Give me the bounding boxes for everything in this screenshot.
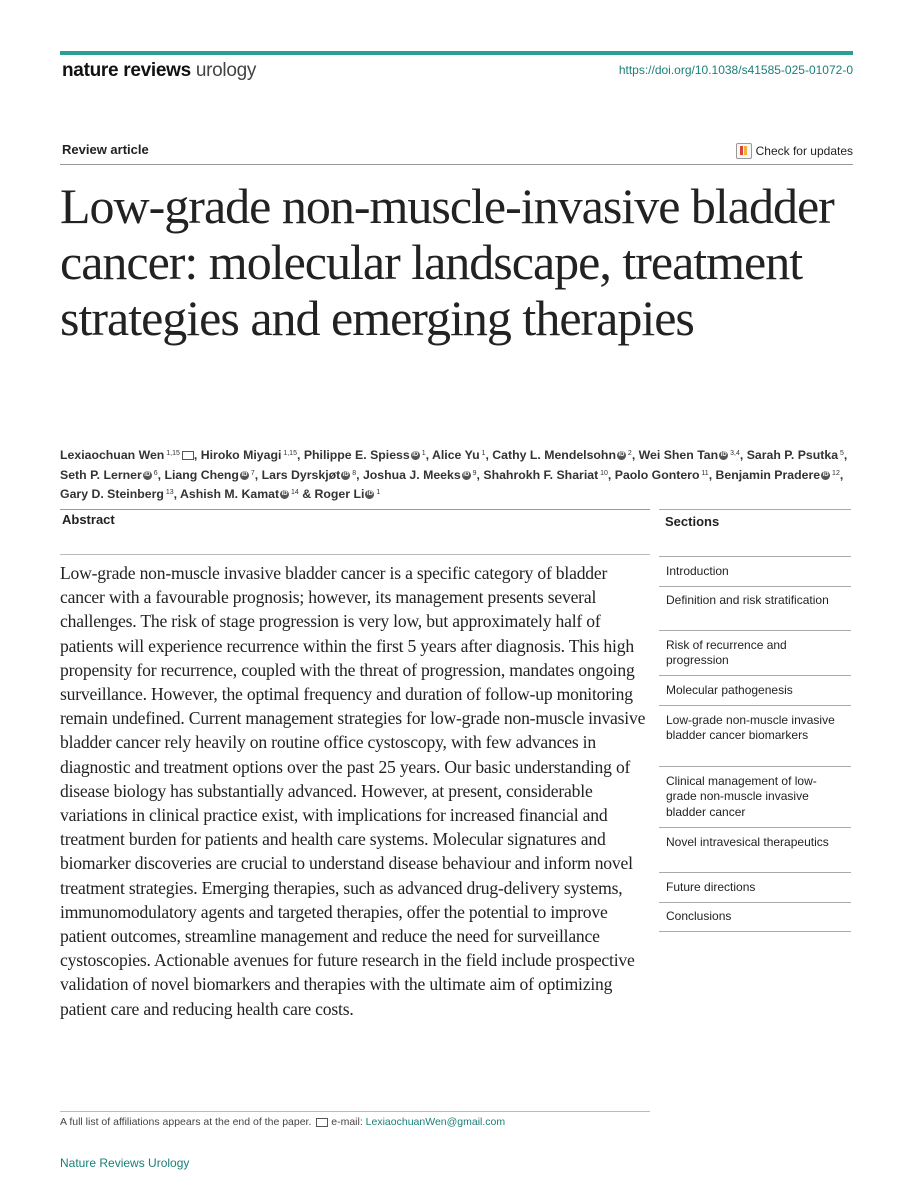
author-name-text: Benjamin Pradere [715,467,821,482]
footnote-text: A full list of affiliations appears at the end of the paper. [60,1116,312,1128]
doi-link[interactable]: https://doi.org/10.1038/s41585-025-01072-0 [618,63,853,77]
mail-icon [316,1118,328,1127]
brand-light: urology [195,60,257,81]
author-name[interactable] [363,468,477,482]
author-name[interactable] [304,448,426,462]
author-name-text: Hiroko Miyagi [200,448,282,462]
divider [60,554,650,555]
section-link-risk[interactable]: Risk of recurrence and progression [666,638,787,668]
article-title: Low-grade non-muscle-invasive bladder cancer: molecular landscape, treatment strategies and emerging therapies [60,178,834,346]
section-link-future[interactable]: Future directions [666,880,756,894]
author-name-text: Philippe E. Spiess [303,448,410,462]
abstract-heading: Abstract [62,512,115,527]
orcid-icon[interactable]: iD [144,471,151,478]
orcid-icon[interactable]: iD [618,452,625,459]
author-name[interactable] [164,468,254,482]
author-affiliation: 11 [699,469,709,477]
divider [60,164,853,165]
author-name-text: Alice Yu [431,448,480,462]
author-list: Lexiaochuan Wen $^{1,15}$ , Hiroko Miyagi $^{1,15}$, Philippe E. Spiess iD $^1$, Alice Yu $^1$, Cathy L. Mendelsohn iD $^2$, Wei Shen Tan iD $^{3,4}$, Sarah P. Psutka $^5$, Seth P. Lerner iD $^6$, Liang Cheng iD $^7$, Lars Dyrskjøt iD $^8$, Joshua J. Meeks iD $^9$, Shahrokh F. Shariat $^{10}$, Paolo Gontero $^{11}$, Benjamin Pradere iD $^{12}$, Gary D. Steinberg $^{13}$, Ashish M. Kamat iD $^{14}$ & Roger Li iD $^1$ [60,448,848,501]
author-name-text: Liang Cheng [164,467,239,482]
author-affiliation: 6 [151,469,158,477]
author-name[interactable] [615,468,709,482]
orcid-icon[interactable]: iD [720,452,727,459]
orcid-icon[interactable]: iD [412,452,419,459]
author-name-text: Ashish M. Kamat [180,487,280,501]
divider [659,705,851,706]
header-accent-bar [60,51,853,55]
author-affiliation: 3,4 [728,450,740,457]
check-for-updates-button[interactable] [736,143,853,159]
author-name[interactable] [262,468,356,482]
author-name-text: Lars Dyrskjøt [261,467,341,482]
divider [659,630,851,631]
author-affiliation: 13 [163,489,174,496]
author-name-text: Wei Shen Tan [638,448,719,462]
author-name[interactable] [60,448,194,462]
divider [659,509,851,510]
author-name[interactable] [483,468,608,482]
author-name-text: Roger Li [314,487,365,501]
author-name[interactable] [60,487,174,501]
orcid-icon[interactable]: iD [463,471,470,478]
author-name[interactable] [492,448,632,462]
author-name-text: Gary D. Steinberg [60,487,164,501]
section-link-molecular[interactable]: Molecular pathogenesis [666,683,793,697]
author-name-text: Shahrokh F. Shariat [483,467,599,482]
sections-heading: Sections [665,514,720,529]
author-name[interactable] [432,448,485,462]
author-name-text: Joshua J. Meeks [362,467,461,482]
author-name-text: Sarah P. Psutka [746,448,839,462]
divider [659,556,851,557]
author-affiliation: 2 [625,450,632,457]
orcid-icon[interactable]: iD [342,471,349,478]
author-name[interactable] [639,448,740,462]
author-affiliation: 10 [598,469,608,477]
author-name-text: Lexiaochuan Wen [60,448,165,462]
email-link[interactable]: LexiaochuanWen@gmail.com [365,1116,506,1128]
divider [60,509,650,510]
check-for-updates-label: Check for updates [755,144,853,158]
author-affiliation: 5 [838,450,844,457]
author-name[interactable] [315,487,381,501]
author-name-text: Paolo Gontero [614,467,700,482]
section-link-definition[interactable]: Definition and risk stratification [666,593,829,607]
section-link-clinical[interactable]: Clinical management of low-grade non-muscle invasive bladder cancer [666,774,817,819]
author-affiliation: 8 [350,469,357,477]
email-label: e-mail: [331,1116,363,1128]
divider [659,766,851,767]
author-affiliation: 1 [479,450,486,457]
article-type: Review article [62,142,149,157]
section-link-conclusions[interactable]: Conclusions [666,909,732,923]
divider [659,586,851,587]
author-affiliation: 1 [374,489,381,496]
brand-bold: nature reviews [62,60,191,81]
journal-footer: Nature Reviews Urology [60,1156,190,1170]
crossmark-icon [736,143,752,159]
author-affiliation: 1,15 [281,450,297,457]
orcid-icon[interactable]: iD [241,471,248,478]
author-affiliation: 9 [470,469,477,477]
author-name[interactable] [201,448,297,462]
orcid-icon[interactable]: iD [822,471,829,478]
abstract-text: Low-grade non-muscle invasive bladder cancer is a specific category of bladder cancer with a favourable prognosis; however, its management presents several challenges. The risk of stage progression is very low, but approximately half of patients will experience recurrence within the first 5 years after diagnosis. This high propensity for recurrence, coupled with the threat of progression, mandates ongoing surveillance. However, the optimal frequency and duration of follow-up monitoring remain undefined. Current management strategies for low-grade non-muscle invasive bladder cancer rely heavily on routine office cystoscopy, with few advances in diagnostic and treatment options over the past 25 years. Our basic understanding of disease biology has substantially advanced. However, at present, considerable variations in clinical practice exist, with implications for increased financial and treatment burden for patients and health care systems. Molecular signatures and biomarker discoveries are crucial to understand disease behaviour and inform novel treatment strategies. Emerging therapies, such as advanced drug-delivery systems, immunomodulatory agents and targeted therapies, offer the potential to improve patient outcomes, streamline management and reduce the need for surveillance cystoscopies. Actionable avenues for future research in the field include prospective validation of novel biomarkers and therapies with the ultimate aim of optimizing patient care and reducing health care costs. [60,563,646,1019]
author-name[interactable] [180,487,299,501]
author-name-text: Seth P. Lerner [60,467,142,482]
author-affiliation: 12 [830,469,840,477]
author-affiliation: 7 [248,469,255,477]
author-name-text: Cathy L. Mendelsohn [492,448,616,462]
divider [659,872,851,873]
divider [60,1111,650,1112]
section-link-introduction[interactable]: Introduction [666,564,729,578]
author-name[interactable] [60,468,158,482]
divider [659,902,851,903]
divider [659,827,851,828]
divider [659,931,851,932]
author-affiliation: 1 [419,450,426,457]
orcid-icon[interactable]: iD [281,491,288,498]
mail-icon[interactable] [182,451,194,460]
author-name[interactable] [747,448,844,462]
affiliations-footnote [60,1116,505,1128]
divider [659,675,851,676]
journal-logo[interactable] [62,60,256,82]
author-affiliation: 14 [289,489,299,496]
section-link-biomarkers[interactable]: Low-grade non-muscle invasive bladder cancer biomarkers [666,713,835,743]
author-affiliation: 1,15 [164,450,180,457]
author-name[interactable] [716,468,840,482]
section-link-novel[interactable]: Novel intravesical therapeutics [666,835,829,849]
orcid-icon[interactable]: iD [366,491,373,498]
